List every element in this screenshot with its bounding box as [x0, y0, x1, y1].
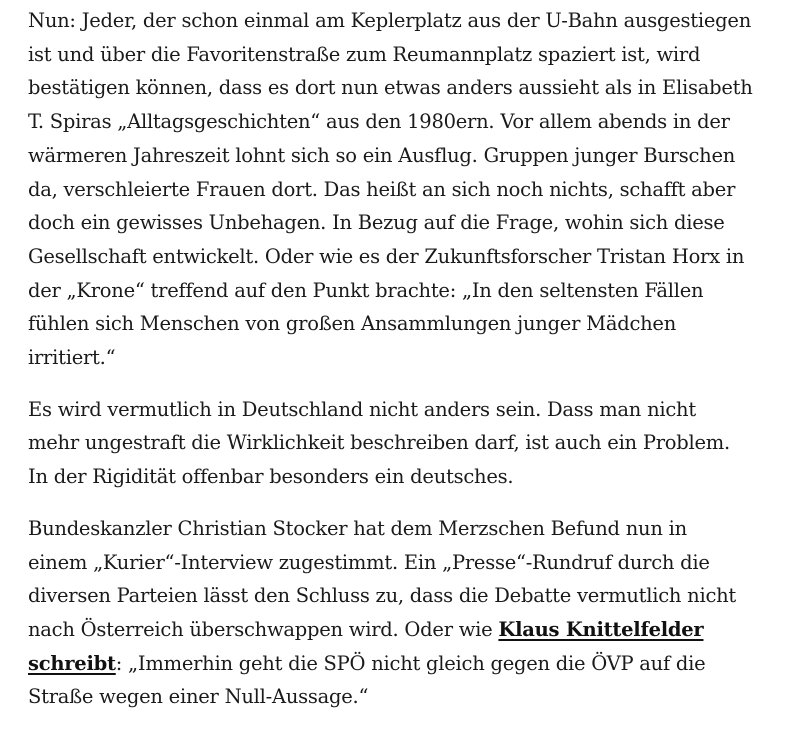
text-fragment: nach Österreich überschwappen wird. Oder wie	[28, 617, 499, 641]
text-line: bestätigen können, dass es dort nun etwas anders aussieht als in Elisabeth	[28, 76, 753, 100]
text-line	[28, 647, 798, 681]
text-line: mehr ungestraft die Wirklichkeit beschreiben darf, ist auch ein Problem.	[28, 431, 730, 455]
paragraph-keplerplatz	[28, 4, 798, 375]
paragraph-deutschland	[28, 393, 798, 494]
text-line: Straße wegen einer Null-Aussage.“	[28, 685, 369, 709]
text-line: irritiert.“	[28, 346, 116, 370]
text-line: der „Krone“ treffend auf den Punkt brachte: „In den seltensten Fällen	[28, 278, 704, 302]
text-line: fühlen sich Menschen von großen Ansammlungen junger Mädchen	[28, 312, 677, 336]
text-line	[28, 613, 798, 647]
text-line: wärmeren Jahreszeit lohnt sich so ein Ausflug. Gruppen junger Burschen	[28, 143, 736, 167]
paragraph-stocker	[28, 512, 798, 714]
text-line: diversen Parteien lässt den Schluss zu, dass die Debatte vermutlich nicht	[28, 584, 737, 608]
text-line: da, verschleierte Frauen dort. Das heißt an sich noch nichts, schafft aber	[28, 177, 736, 201]
text-line: Gesellschaft entwickelt. Oder wie es der Zukunftsforscher Tristan Horx in	[28, 244, 745, 268]
text-line: Es wird vermutlich in Deutschland nicht anders sein. Dass man nicht	[28, 397, 696, 421]
text-line: In der Rigidität offenbar besonders ein deutsches.	[28, 465, 514, 489]
text-line: doch ein gewisses Unbehagen. In Bezug auf die Frage, wohin sich diese	[28, 211, 725, 235]
text-fragment: : „Immerhin geht die SPÖ nicht gleich gegen die ÖVP auf die	[115, 651, 706, 675]
text-line: einem „Kurier“-Interview zugestimmt. Ein „Presse“-Rundruf durch die	[28, 550, 710, 574]
text-line: Bundeskanzler Christian Stocker hat dem Merzschen Befund nun in	[28, 516, 687, 540]
text-line: ist und über die Favoritenstraße zum Reumannplatz spaziert ist, wird	[28, 42, 701, 66]
article-body	[28, 4, 798, 732]
text-line: T. Spiras „Alltagsgeschichten“ aus den 1980ern. Vor allem abends in der	[28, 110, 730, 134]
author-link-knittelfelder[interactable]: Klaus Knittelfelder	[498, 617, 704, 641]
text-line: Nun: Jeder, der schon einmal am Keplerplatz aus der U-Bahn ausgestiegen	[28, 9, 752, 32]
author-link-schreibt[interactable]: schreibt	[28, 651, 116, 675]
